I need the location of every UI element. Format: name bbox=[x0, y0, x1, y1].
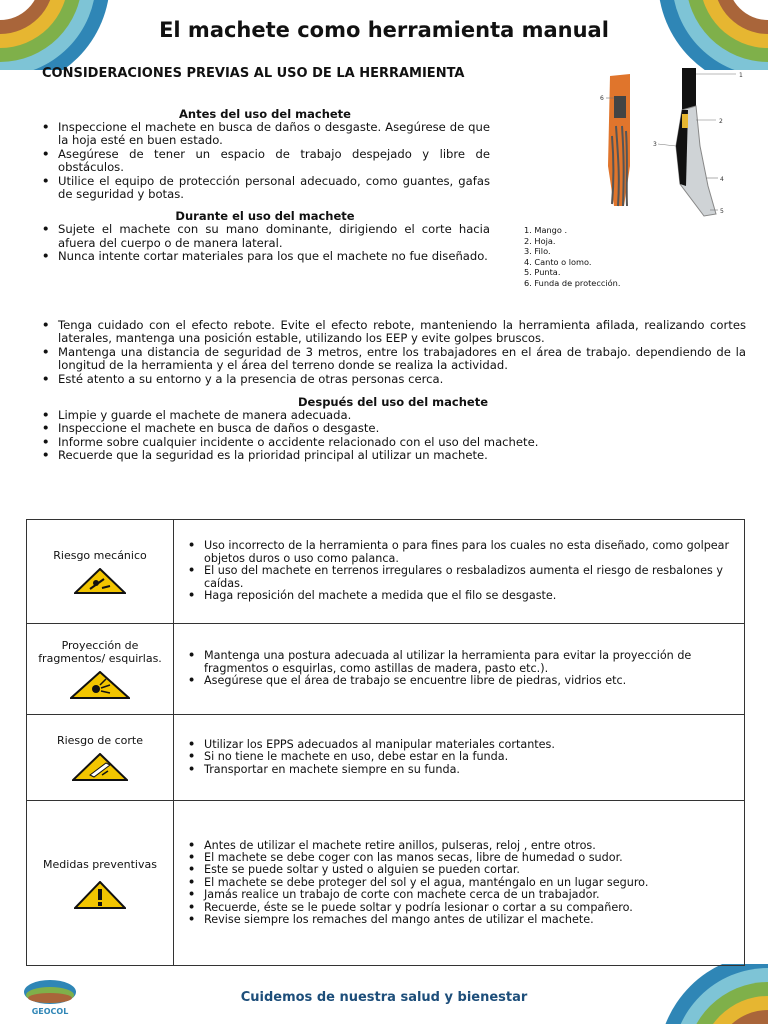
corner-arcs-top-right bbox=[648, 0, 768, 70]
risk-name-cell bbox=[27, 520, 174, 624]
callout-2: 2 bbox=[719, 118, 723, 125]
list-item: • Utilice el equipo de protección personal adecuado, como guantes, gafas de seguridad y botas. bbox=[58, 175, 490, 202]
company-logo bbox=[18, 978, 82, 1018]
list-item: • Nunca intente cortar materiales para los que el machete no fue diseñado. bbox=[58, 250, 490, 263]
corner-arcs-bottom-right bbox=[628, 964, 768, 1024]
during-list bbox=[40, 223, 490, 263]
callout-4: 4 bbox=[720, 176, 724, 183]
risk-list bbox=[186, 650, 736, 687]
risk-name: Medidas preventivas bbox=[43, 857, 157, 871]
corner-arcs-top-left bbox=[0, 0, 120, 70]
risk-list bbox=[186, 540, 736, 602]
table-row bbox=[27, 624, 745, 715]
list-item: • Mantenga una postura adecuada al utilizar la herramienta para evitar la proyección de fragmentos o esquirlas, como astillas de madera, pasto etc.). bbox=[204, 650, 736, 675]
list-item: • Transportar en machete siempre en su funda. bbox=[204, 764, 736, 776]
risk-name: Riesgo de corte bbox=[56, 734, 144, 747]
parts-item: 6. Funda de protección. bbox=[524, 277, 621, 288]
page-title: El machete como herramienta manual bbox=[159, 18, 609, 43]
list-item: • Asegúrese que el área de trabajo se encuentre libre de piedras, vidrios etc. bbox=[204, 675, 736, 687]
list-item: • El uso del machete en terrenos irregulares o resbaladizos aumenta el riesgo de resbalones y caídas. bbox=[204, 565, 736, 590]
parts-legend bbox=[524, 225, 620, 289]
footer-slogan: Cuidemos de nuestra salud y bienestar bbox=[240, 990, 528, 1005]
list-item: • Este se puede soltar y usted o alguien se pueden cortar. bbox=[204, 864, 736, 876]
section-heading: CONSIDERACIONES PREVIAS AL USO DE LA HERRAMIENTA bbox=[42, 66, 465, 81]
risk-name: Riesgo mecánico bbox=[53, 549, 147, 562]
table-row bbox=[27, 801, 745, 966]
risk-list bbox=[186, 739, 736, 776]
during-heading: Durante el uso del machete bbox=[175, 209, 355, 224]
parts-item: 3. Filo. bbox=[524, 246, 551, 257]
list-item: • Revise siempre los remaches del mango antes de utilizar el machete. bbox=[204, 914, 736, 926]
list-item: • Jamás realice un trabajo de corte con machete cerca de un trabajador. bbox=[204, 889, 736, 901]
parts-item: 2. Hoja. bbox=[524, 235, 556, 246]
general-warning-icon bbox=[74, 881, 126, 909]
mechanical-hazard-icon bbox=[74, 568, 126, 594]
table-row bbox=[27, 520, 745, 624]
logo-text: GEOCOL bbox=[31, 1007, 69, 1016]
callout-5: 5 bbox=[720, 208, 724, 215]
table-row bbox=[27, 715, 745, 801]
risk-name-cell bbox=[27, 715, 174, 801]
risk-table bbox=[26, 519, 745, 966]
list-item: • Inspeccione el machete en busca de daños o desgaste. Asegúrese de que la hoja esté en buen estado. bbox=[58, 121, 490, 148]
list-item: • Asegúrese de tener un espacio de trabajo despejado y libre de obstáculos. bbox=[58, 148, 490, 175]
callout-1: 1 bbox=[739, 72, 743, 79]
projection-hazard-icon bbox=[70, 671, 130, 699]
list-item: • Tenga cuidado con el efecto rebote. Evite el efecto rebote, manteniendo la herramienta afilada, realizando cortes laterales, mantenga una posición estable, utilizando los EEP y evite golpes bruscos. bbox=[58, 319, 746, 346]
parts-item: 4. Canto o lomo. bbox=[524, 256, 592, 267]
risk-name-cell bbox=[27, 801, 174, 966]
before-heading: Antes del uso del machete bbox=[179, 107, 351, 121]
list-item: • Antes de utilizar el machete retire anillos, pulseras, reloj , entre otros. bbox=[204, 840, 736, 852]
list-item: • Esté atento a su entorno y a la presencia de otras personas cerca. bbox=[58, 373, 746, 386]
risk-desc-cell bbox=[174, 520, 745, 624]
list-item: • Haga reposición del machete a medida que el filo se desgaste. bbox=[204, 590, 736, 602]
risk-name-cell bbox=[27, 624, 174, 715]
list-item: • Sujete el machete con su mano dominante, dirigiendo el corte hacia afuera del cuerpo o de manera lateral. bbox=[58, 223, 490, 250]
parts-item: 1. Mango . bbox=[524, 225, 568, 235]
risk-desc-cell bbox=[174, 715, 745, 801]
parts-item: 5. Punta. bbox=[524, 267, 561, 278]
after-heading: Después del uso del machete bbox=[298, 395, 488, 410]
list-item: • Inspeccione el machete en busca de daños o desgaste. bbox=[58, 422, 746, 435]
risk-name: Proyección de fragmentos/ esquirlas. bbox=[38, 639, 162, 665]
risk-desc-cell bbox=[174, 624, 745, 715]
cut-hazard-icon bbox=[72, 753, 128, 781]
wide-column bbox=[40, 319, 746, 463]
list-item: • Si no tiene le machete en uso, debe estar en la funda. bbox=[204, 751, 736, 763]
list-item: • Informe sobre cualquier incidente o accidente relacionado con el uso del machete. bbox=[58, 436, 746, 449]
risk-desc-cell bbox=[174, 801, 745, 966]
list-item: • Recuerde que la seguridad es la prioridad principal al utilizar un machete. bbox=[58, 449, 746, 462]
after-list bbox=[40, 409, 746, 463]
before-list bbox=[40, 121, 490, 201]
list-item: • Recuerde, éste se le puede soltar y podría lesionar o cortar a su compañero. bbox=[204, 902, 736, 914]
list-item: • Mantenga una distancia de seguridad de 3 metros, entre los trabajadores en el área de trabajo. dependiendo de la longitud de la herramienta y el área del terreno donde se realiza la actividad. bbox=[58, 346, 746, 373]
list-item: • Uso incorrecto de la herramienta o para fines para los cuales no esta diseñado, como golpear objetos duros o uso como palanca. bbox=[204, 540, 736, 565]
machete-diagram bbox=[596, 66, 748, 218]
list-item: • Utilizar los EPPS adecuados al manipular materiales cortantes. bbox=[204, 739, 736, 751]
callout-3: 3 bbox=[653, 141, 657, 148]
list-item: • Limpie y guarde el machete de manera adecuada. bbox=[58, 409, 746, 422]
risk-list bbox=[186, 840, 736, 927]
list-item: • El machete se debe proteger del sol y el agua, manténgalo en un lugar seguro. bbox=[204, 877, 736, 889]
list-item: • El machete se debe coger con las manos secas, libre de humedad o sudor. bbox=[204, 852, 736, 864]
top-column bbox=[40, 107, 490, 264]
during-wide-list bbox=[40, 319, 746, 386]
callout-6: 6 bbox=[600, 95, 604, 102]
